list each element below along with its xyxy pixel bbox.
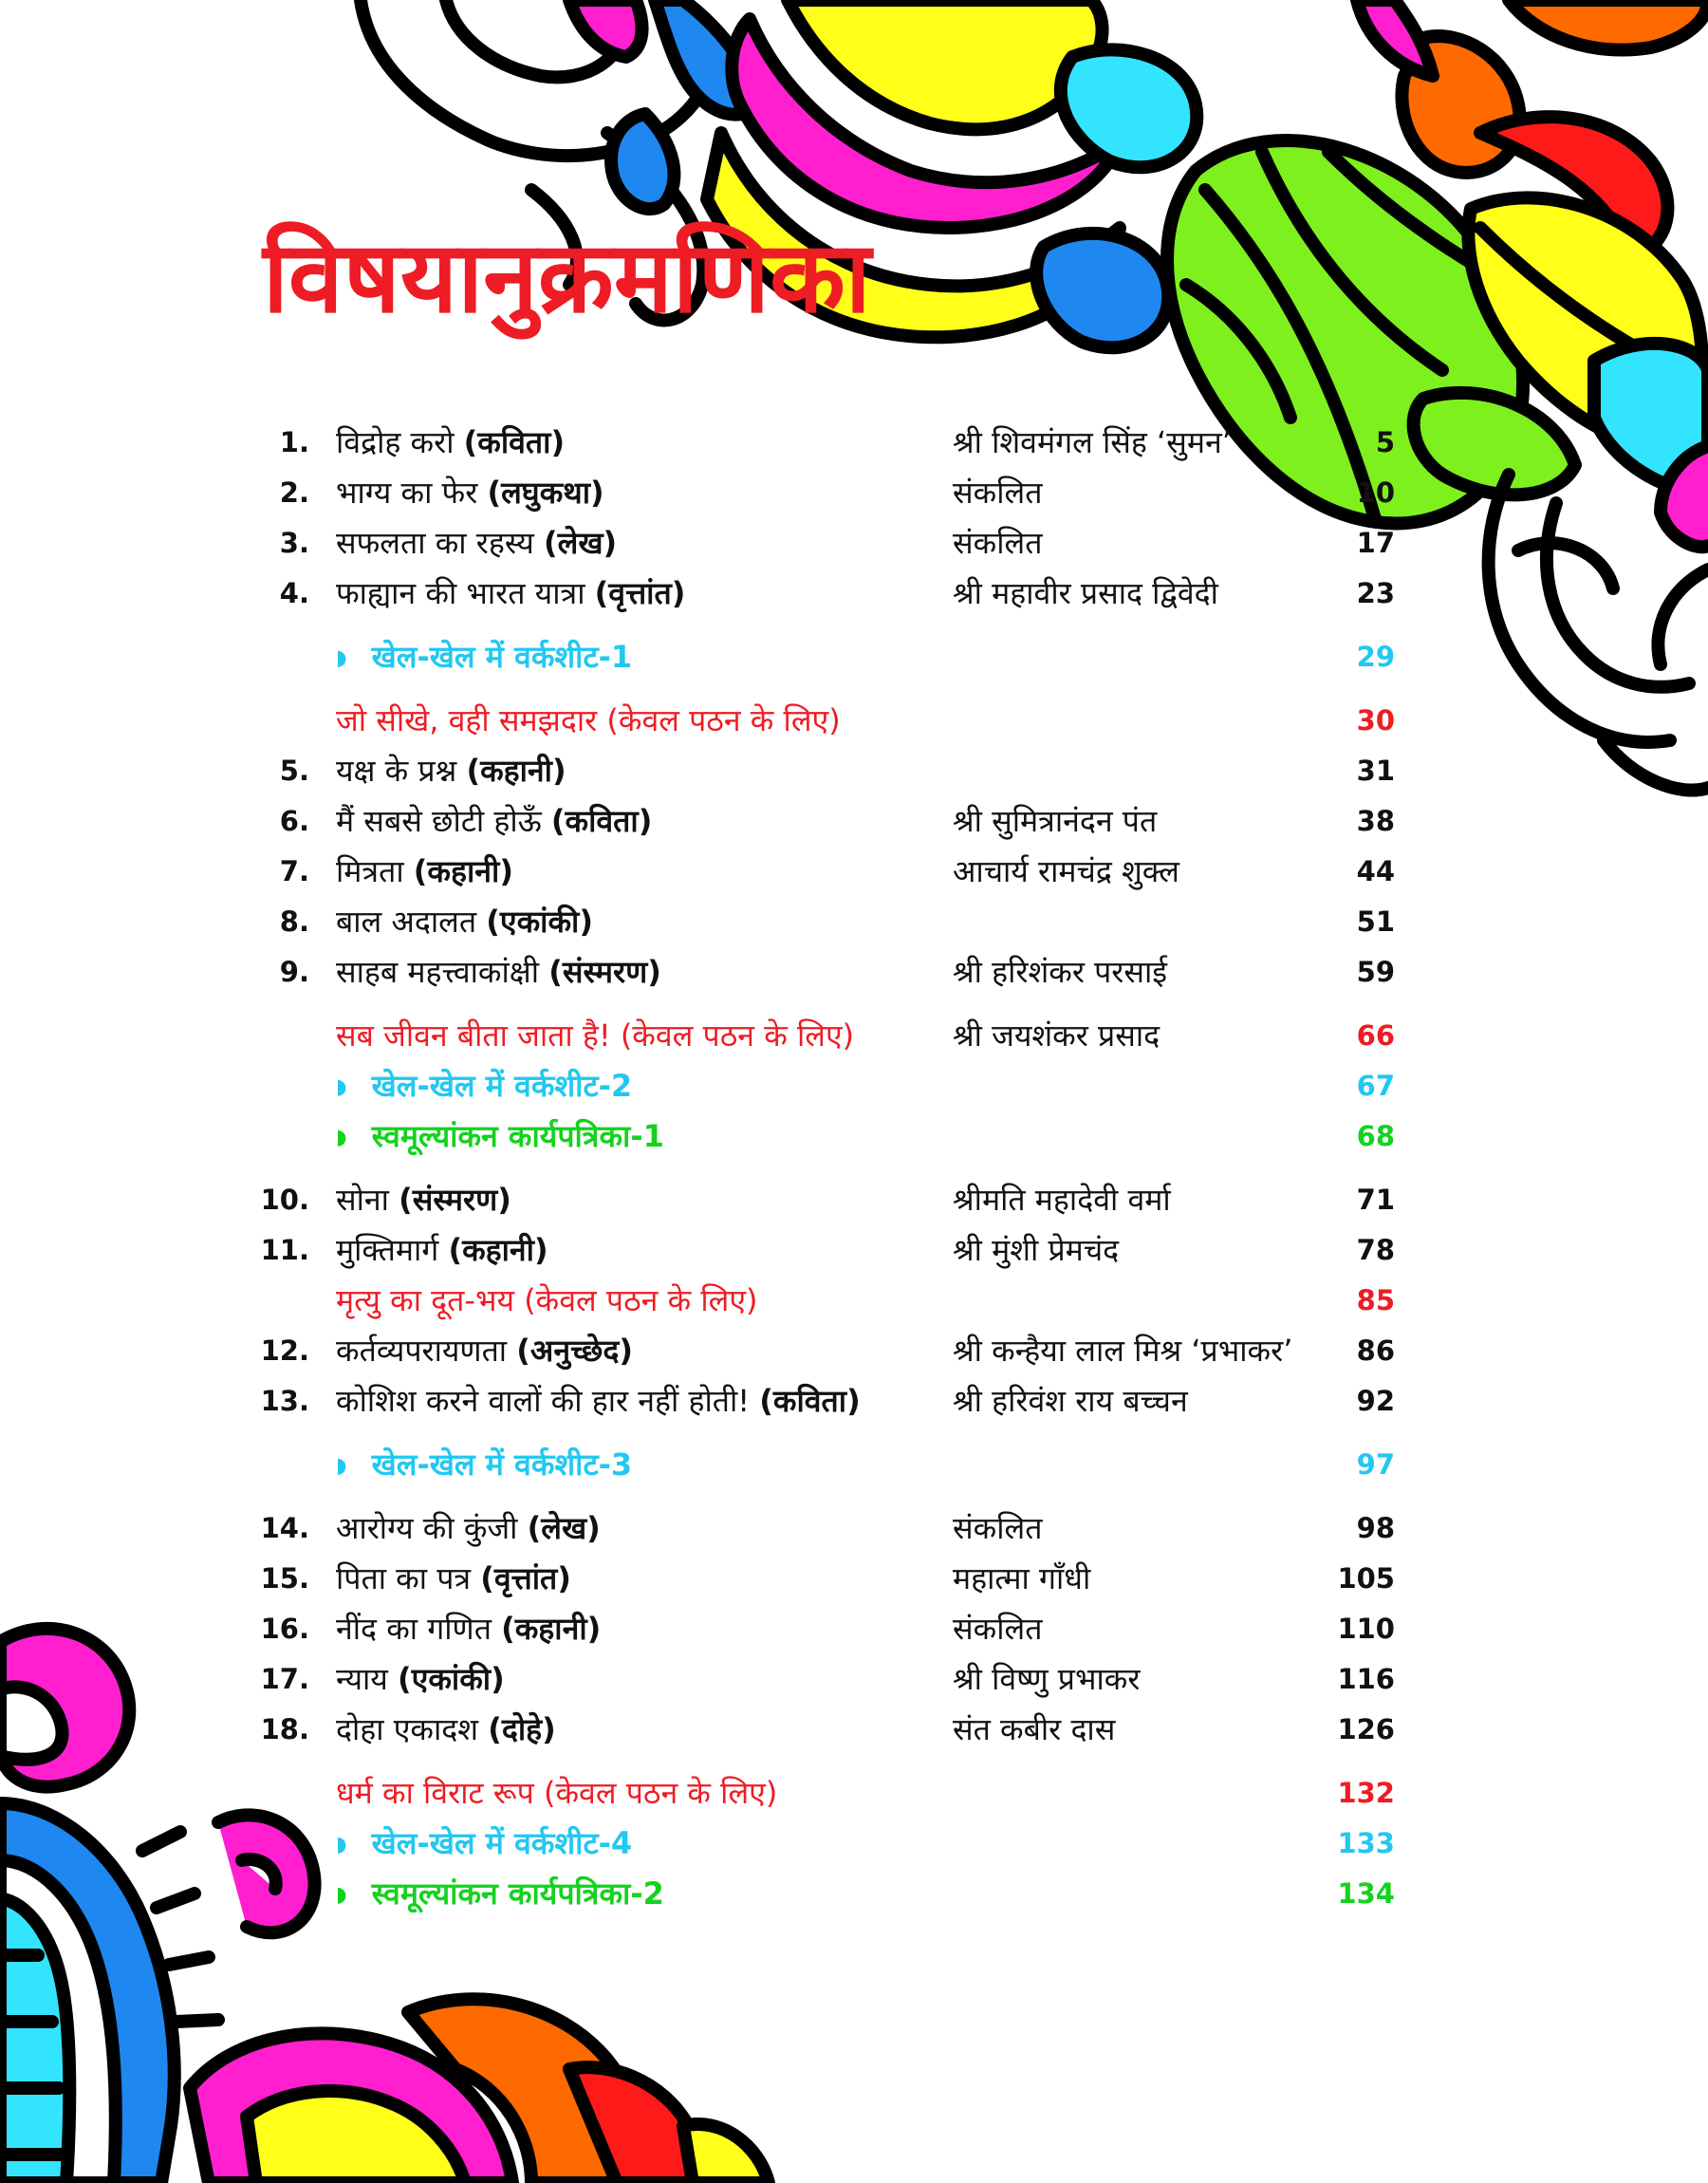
chapter-title: फाह्यान की भारत यात्रा (वृत्तांत) xyxy=(336,575,686,611)
chapter-author: श्री कन्हैया लाल मिश्र ‘प्रभाकर’ xyxy=(953,1333,1293,1369)
page-number: 10 xyxy=(1356,476,1395,509)
toc-row-chapter-13[interactable] xyxy=(256,1376,1395,1427)
chapter-genre: (कविता) xyxy=(463,424,566,460)
chapter-author: श्रीमति महादेवी वर्मा xyxy=(953,1182,1171,1218)
toc-row-worksheet-3[interactable] xyxy=(256,1440,1395,1490)
chapter-author: श्री मुंशी प्रेमचंद xyxy=(953,1232,1120,1268)
table-of-contents xyxy=(256,418,1395,1919)
toc-row-reading-2[interactable] xyxy=(256,1011,1395,1061)
chapter-number: 12. xyxy=(260,1334,309,1367)
toc-row-worksheet-4[interactable] xyxy=(256,1819,1395,1869)
chapter-number: 3. xyxy=(279,527,309,559)
toc-row-chapter-8[interactable] xyxy=(256,897,1395,947)
toc-row-chapter-9[interactable] xyxy=(256,947,1395,998)
page-number: 110 xyxy=(1337,1613,1395,1645)
chapter-number: 1. xyxy=(279,426,309,458)
toc-row-chapter-5[interactable] xyxy=(256,746,1395,796)
chapter-title: मैं सबसे छोटी होऊँ (कविता) xyxy=(336,803,653,839)
bullet-icon: ◗ xyxy=(336,1883,347,1907)
worksheet-title: ◗ खेल-खेल में वर्कशीट-1 xyxy=(336,639,633,675)
page-number: 59 xyxy=(1356,956,1395,988)
page-number: 51 xyxy=(1356,905,1395,938)
chapter-title: सोना (संस्मरण) xyxy=(336,1182,511,1218)
page-number: 126 xyxy=(1337,1713,1395,1745)
toc-row-chapter-2[interactable] xyxy=(256,468,1395,518)
chapter-genre: (लेख) xyxy=(527,1510,601,1546)
toc-row-chapter-14[interactable] xyxy=(256,1503,1395,1554)
toc-row-chapter-11[interactable] xyxy=(256,1225,1395,1276)
worksheet-title: ◗ खेल-खेल में वर्कशीट-2 xyxy=(336,1068,633,1104)
page-number: 105 xyxy=(1337,1562,1395,1595)
chapter-title: मित्रता (कहानी) xyxy=(336,853,513,889)
chapter-author: श्री सुमित्रानंदन पंत xyxy=(953,803,1158,839)
toc-row-chapter-3[interactable] xyxy=(256,518,1395,569)
chapter-title: आरोग्य की कुंजी (लेख) xyxy=(336,1510,601,1546)
page-number: 66 xyxy=(1356,1019,1395,1052)
chapter-title: विद्रोह करो (कविता) xyxy=(336,424,566,460)
chapter-title: साहब महत्त्वाकांक्षी (संस्मरण) xyxy=(336,954,661,990)
chapter-author: संकलित xyxy=(953,1611,1043,1647)
chapter-author: आचार्य रामचंद्र शुक्ल xyxy=(953,853,1179,889)
page-number: 78 xyxy=(1356,1234,1395,1266)
chapter-title: कर्तव्यपरायणता (अनुच्छेद) xyxy=(336,1333,633,1369)
toc-row-assessment-2[interactable] xyxy=(256,1869,1395,1919)
chapter-title: नींद का गणित (कहानी) xyxy=(336,1611,602,1647)
toc-row-chapter-18[interactable] xyxy=(256,1705,1395,1755)
toc-row-chapter-17[interactable] xyxy=(256,1654,1395,1705)
chapter-author: श्री हरिशंकर परसाई xyxy=(953,954,1167,990)
page-number: 97 xyxy=(1356,1448,1395,1481)
chapter-number: 17. xyxy=(260,1663,309,1695)
chapter-title: पिता का पत्र (वृत्तांत) xyxy=(336,1560,571,1596)
page-number: 44 xyxy=(1356,855,1395,887)
page-number: 38 xyxy=(1356,805,1395,837)
chapter-genre: (कविता) xyxy=(550,803,653,839)
page-number: 68 xyxy=(1356,1120,1395,1152)
assessment-title: ◗ स्वमूल्यांकन कार्यपत्रिका-1 xyxy=(336,1118,664,1154)
chapter-number: 11. xyxy=(260,1234,309,1266)
page-number: 67 xyxy=(1356,1070,1395,1102)
reading-author: श्री जयशंकर प्रसाद xyxy=(953,1017,1160,1054)
worksheet-title: ◗ खेल-खेल में वर्कशीट-3 xyxy=(336,1446,633,1483)
chapter-author: संत कबीर दास xyxy=(953,1711,1116,1747)
chapter-number: 10. xyxy=(260,1184,309,1216)
chapter-number: 7. xyxy=(279,855,309,887)
chapter-title: दोहा एकादश (दोहे) xyxy=(336,1711,556,1747)
reading-title: सब जीवन बीता जाता है! (केवल पठन के लिए) xyxy=(336,1017,855,1054)
page-number: 17 xyxy=(1356,527,1395,559)
chapter-genre: (कविता) xyxy=(759,1383,861,1419)
reading-title: मृत्यु का दूत-भय (केवल पठन के लिए) xyxy=(336,1282,758,1318)
toc-row-chapter-16[interactable] xyxy=(256,1604,1395,1654)
toc-row-worksheet-1[interactable] xyxy=(256,632,1395,682)
page-number: 86 xyxy=(1356,1334,1395,1367)
chapter-author: संकलित xyxy=(953,1510,1043,1546)
chapter-genre: (एकांकी) xyxy=(398,1661,505,1697)
chapter-genre: (एकांकी) xyxy=(486,904,593,940)
chapter-number: 6. xyxy=(279,805,309,837)
chapter-number: 14. xyxy=(260,1512,309,1544)
toc-row-reading-3[interactable] xyxy=(256,1276,1395,1326)
chapter-author: श्री महावीर प्रसाद द्विवेदी xyxy=(953,575,1218,611)
toc-row-chapter-7[interactable] xyxy=(256,847,1395,897)
bullet-icon: ◗ xyxy=(336,646,347,670)
chapter-number: 13. xyxy=(260,1385,309,1417)
page-number: 31 xyxy=(1356,755,1395,787)
chapter-title: न्याय (एकांकी) xyxy=(336,1661,505,1697)
chapter-genre: (संस्मरण) xyxy=(399,1182,511,1218)
page-number: 116 xyxy=(1337,1663,1395,1695)
chapter-genre: (कहानी) xyxy=(413,853,513,889)
page-number: 85 xyxy=(1356,1284,1395,1316)
chapter-number: 5. xyxy=(279,755,309,787)
page-number: 30 xyxy=(1356,704,1395,737)
toc-row-chapter-1[interactable] xyxy=(256,418,1395,468)
reading-title: धर्म का विराट रूप (केवल पठन के लिए) xyxy=(336,1775,778,1811)
page-number: 5 xyxy=(1375,426,1395,458)
reading-title: जो सीखे, वही समझदार (केवल पठन के लिए) xyxy=(336,702,841,738)
worksheet-title: ◗ खेल-खेल में वर्कशीट-4 xyxy=(336,1825,633,1861)
bullet-icon: ◗ xyxy=(336,1454,347,1478)
chapter-author: संकलित xyxy=(953,475,1043,511)
toc-row-chapter-4[interactable] xyxy=(256,569,1395,619)
chapter-number: 18. xyxy=(260,1713,309,1745)
page-title: विषयानुक्रमणिका xyxy=(263,219,871,335)
bullet-icon: ◗ xyxy=(336,1075,347,1099)
chapter-author: महात्मा गाँधी xyxy=(953,1560,1091,1596)
chapter-genre: (कहानी) xyxy=(448,1232,548,1268)
chapter-title: मुक्तिमार्ग (कहानी) xyxy=(336,1232,548,1268)
toc-row-chapter-12[interactable] xyxy=(256,1326,1395,1376)
chapter-genre: (लघुकथा) xyxy=(487,475,604,511)
toc-row-reading-1[interactable] xyxy=(256,696,1395,746)
chapter-number: 15. xyxy=(260,1562,309,1595)
chapter-genre: (वृत्तांत) xyxy=(480,1560,571,1596)
toc-row-chapter-6[interactable] xyxy=(256,796,1395,847)
toc-row-chapter-15[interactable] xyxy=(256,1554,1395,1604)
toc-row-reading-4[interactable] xyxy=(256,1768,1395,1819)
page-number: 92 xyxy=(1356,1385,1395,1417)
chapter-title: सफलता का रहस्य (लेख) xyxy=(336,525,618,561)
page-number: 132 xyxy=(1337,1777,1395,1809)
chapter-genre: (अनुच्छेद) xyxy=(516,1333,633,1369)
page-number: 134 xyxy=(1337,1877,1395,1910)
chapter-title: कोशिश करने वालों की हार नहीं होती! (कविता) xyxy=(336,1383,861,1419)
chapter-author: श्री हरिवंश राय बच्चन xyxy=(953,1383,1188,1419)
chapter-author: श्री विष्णु प्रभाकर xyxy=(953,1661,1141,1697)
page-number: 23 xyxy=(1356,577,1395,609)
chapter-author: श्री शिवमंगल सिंह ‘सुमन’ xyxy=(953,424,1232,460)
chapter-genre: (वृत्तांत) xyxy=(594,575,686,611)
page-number: 98 xyxy=(1356,1512,1395,1544)
chapter-title: यक्ष के प्रश्न (कहानी) xyxy=(336,753,566,789)
chapter-title: भाग्य का फेर (लघुकथा) xyxy=(336,475,604,511)
toc-row-assessment-1[interactable] xyxy=(256,1111,1395,1162)
page-number: 71 xyxy=(1356,1184,1395,1216)
chapter-number: 8. xyxy=(279,905,309,938)
page-number: 133 xyxy=(1337,1827,1395,1859)
chapter-genre: (कहानी) xyxy=(466,753,566,789)
bullet-icon: ◗ xyxy=(336,1833,347,1856)
chapter-genre: (दोहे) xyxy=(488,1711,556,1747)
toc-row-worksheet-2[interactable] xyxy=(256,1061,1395,1111)
assessment-title: ◗ स्वमूल्यांकन कार्यपत्रिका-2 xyxy=(336,1875,664,1912)
chapter-number: 16. xyxy=(260,1613,309,1645)
chapter-number: 2. xyxy=(279,476,309,509)
chapter-number: 9. xyxy=(279,956,309,988)
chapter-genre: (कहानी) xyxy=(501,1611,602,1647)
toc-row-chapter-10[interactable] xyxy=(256,1175,1395,1225)
chapter-author: संकलित xyxy=(953,525,1043,561)
bullet-icon: ◗ xyxy=(336,1126,347,1149)
chapter-genre: (लेख) xyxy=(544,525,618,561)
page-number: 29 xyxy=(1356,641,1395,673)
chapter-title: बाल अदालत (एकांकी) xyxy=(336,904,593,940)
chapter-number: 4. xyxy=(279,577,309,609)
chapter-genre: (संस्मरण) xyxy=(548,954,661,990)
